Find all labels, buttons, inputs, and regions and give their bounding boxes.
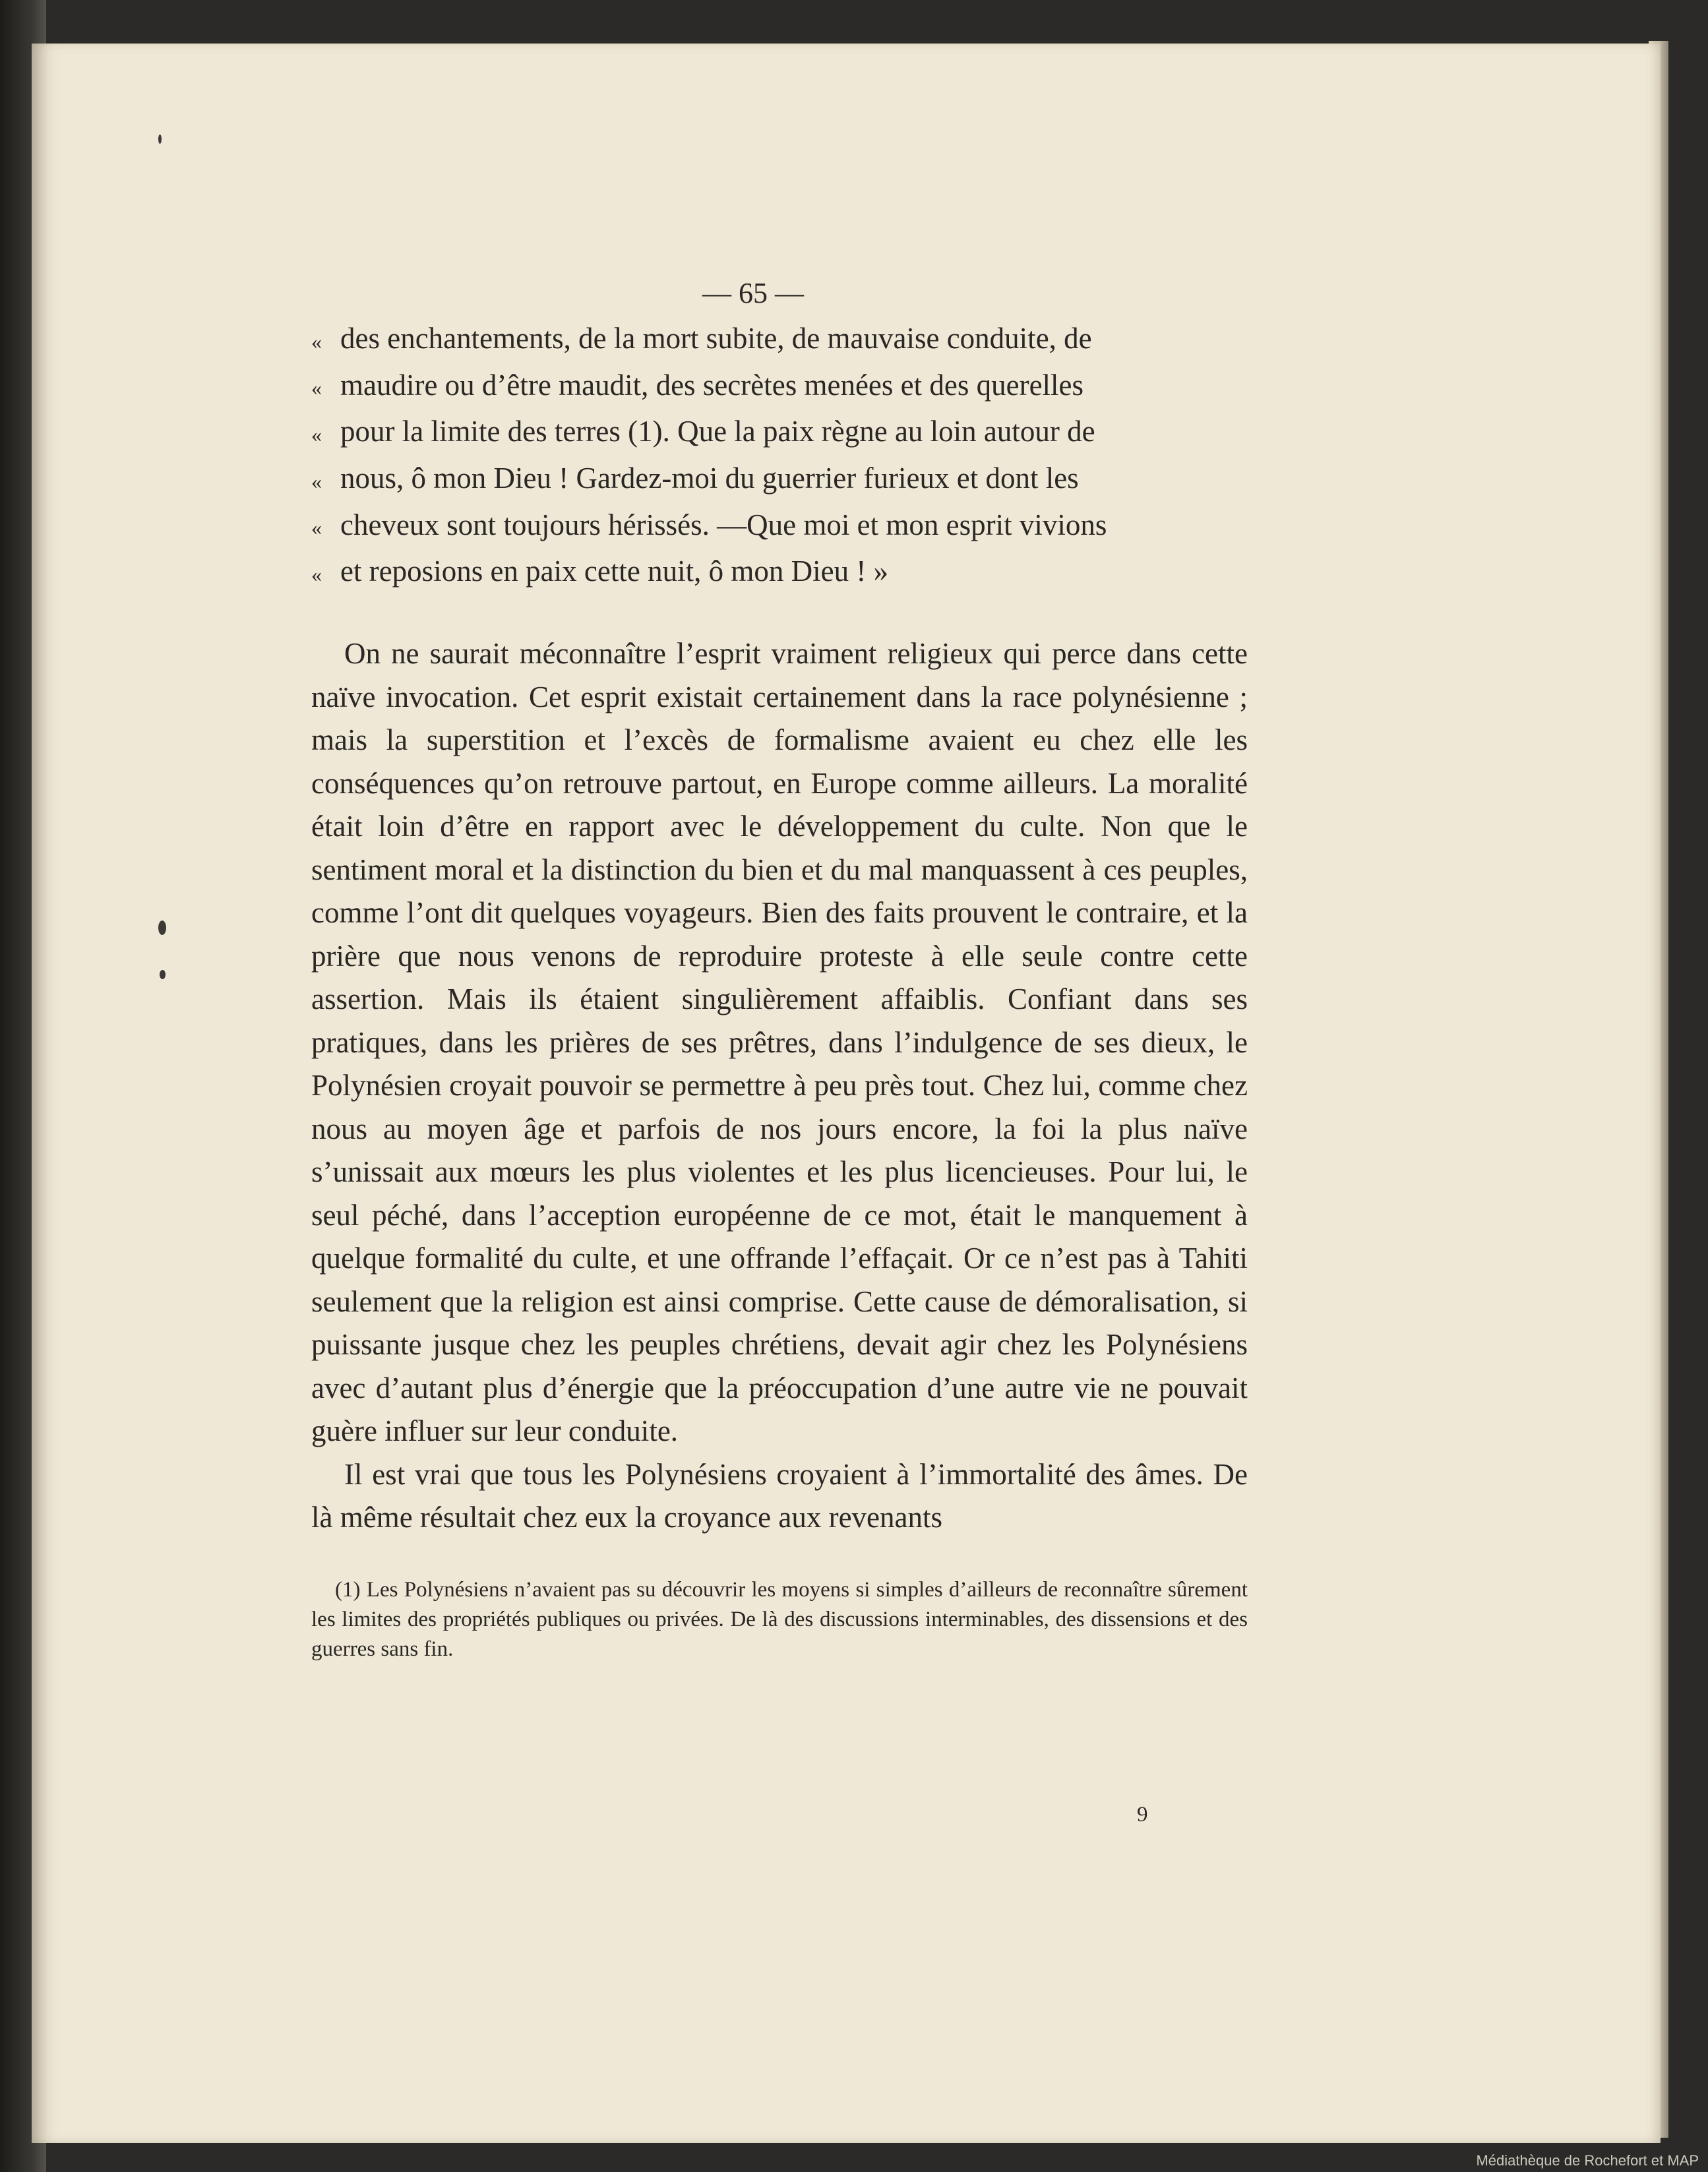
ink-speck (160, 970, 166, 979)
quote-line (311, 503, 1248, 550)
footnote: (1) Les Polynésiens n’avaient pas su découvrir les moyens si simples d’ailleurs de reconnaître sûrement les limites des propriétés publiques ou privées. De là des discussions interminables, des dissensions et des guerres sans fin. (311, 1577, 1248, 1661)
quote-mark: « (311, 329, 322, 353)
quote-line-text: nous, ô mon Dieu ! Gardez-moi du guerrier furieux et dont les (340, 462, 1079, 495)
page-text (311, 270, 1248, 1686)
quote-line-text: maudire ou d’être maudit, des secrètes menées et des querelles (340, 368, 1084, 402)
quote-mark: « (311, 376, 322, 400)
quote-line-text: cheveux sont toujours hérissés. —Que moi et mon esprit vivions (340, 508, 1107, 541)
body-paragraph: On ne saurait méconnaître l’esprit vraiment religieux qui perce dans cette naïve invocation. Cet esprit existait certainement dans la race polynésienne ; mais la superstition et l’excès de formalisme avaient eu chez elle les conséquences qu’on retrouve partout, en Europe comme ailleurs. La moralité était loin d’être en rapport avec le développement du culte. Non que le sentiment moral et la distinction du bien et du mal manquassent à ces peuples, comme l’ont dit quelques voyageurs. Bien des faits prouvent le contraire, et la prière que nous venons de reproduire proteste à elle seule contre cette assertion. Mais ils étaient singulièrement affaiblis. Confiant dans ses pratiques, dans les prières de ses prêtres, dans l’indulgence de ses dieux, le Polynésien croyait pouvoir se permettre à peu près tout. Chez lui, comme chez nous au moyen âge et parfois de nos jours encore, la foi la plus naïve s’unissait aux mœurs les plus violentes et les plus licencieuses. Pour lui, le seul péché, dans l’acception européenne de ce mot, était le manquement à quelque formalité du culte, et une offrande l’effaçait. Or ce n’est pas à Tahiti seulement que la religion est ainsi comprise. Cette cause de démoralisation, si puissante jusque chez les peuples chrétiens, devait agir chez les Polynésiens avec d’autant plus d’énergie que la préoccupation d’une autre vie ne pouvait guère influer sur leur conduite. (311, 637, 1248, 1448)
quote-line-text: et reposions en paix cette nuit, ô mon Dieu ! » (340, 555, 889, 588)
printer-signature-mark: 9 (1137, 1803, 1148, 1826)
ink-speck (158, 135, 162, 144)
quote-mark: « (311, 469, 322, 493)
quote-line (311, 317, 1248, 363)
quote-line-text: pour la limite des terres (1). Que la paix règne au loin autour de (340, 415, 1095, 448)
quotation-block (311, 317, 1248, 596)
quote-mark: « (311, 423, 322, 447)
quote-line (311, 549, 1248, 596)
quote-line-text: des enchantements, de la mort subite, de mauvaise conduite, de (340, 322, 1092, 355)
quote-mark: « (311, 562, 322, 587)
ink-speck (158, 920, 166, 935)
quote-mark: « (311, 516, 322, 540)
page-number: — 65 — (702, 277, 804, 309)
library-watermark: Médiathèque de Rochefort et MAP (1476, 2152, 1699, 2169)
body-paragraph: Il est vrai que tous les Polynésiens croyaient à l’immortalité des âmes. De là même résultait chez eux la croyance aux revenants (311, 1457, 1248, 1534)
quote-line (311, 363, 1248, 410)
quote-line (311, 456, 1248, 503)
quote-line (311, 409, 1248, 456)
